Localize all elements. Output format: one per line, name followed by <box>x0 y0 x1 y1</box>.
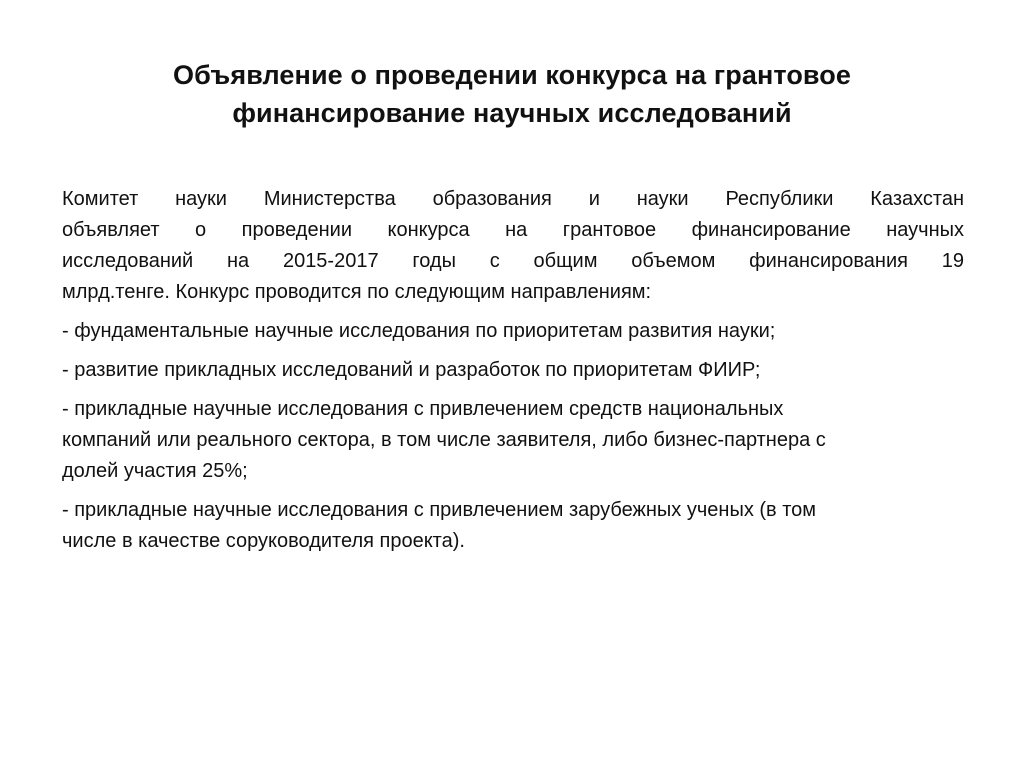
intro-line-2: объявляет о проведении конкурса на грантовое финансирование научных <box>62 219 964 241</box>
direction-item-line: - прикладные научные исследования с привлечением средств национальных <box>62 398 784 420</box>
direction-item-4 <box>62 495 964 557</box>
direction-item-3 <box>62 394 964 487</box>
direction-item-line: числе в качестве соруководителя проекта). <box>62 530 465 552</box>
intro-line-4: млрд.тенге. Конкурс проводится по следующим направлениям: <box>62 281 652 303</box>
slide-title <box>110 56 914 132</box>
direction-item-line: долей участия 25%; <box>62 460 248 482</box>
direction-item-line: - развитие прикладных исследований и разработок по приоритетам ФИИР; <box>62 359 761 381</box>
direction-item-line: - прикладные научные исследования с привлечением зарубежных ученых (в том <box>62 499 817 521</box>
direction-item-line: - фундаментальные научные исследования по приоритетам развития науки; <box>62 320 776 342</box>
direction-item-2 <box>62 355 964 386</box>
intro-line-1: Комитет науки Министерства образования и науки Республики Казахстан <box>62 188 964 210</box>
intro-line-3: исследований на 2015-2017 годы с общим объемом финансирования 19 <box>62 250 964 272</box>
slide-body <box>62 184 964 565</box>
title-line-1: Объявление о проведении конкурса на грантовое <box>173 60 851 90</box>
intro-paragraph <box>62 184 964 308</box>
title-line-2: финансирование научных исследований <box>232 98 792 128</box>
direction-item-1 <box>62 316 964 347</box>
direction-item-line: компаний или реального сектора, в том числе заявителя, либо бизнес-партнера с <box>62 429 826 451</box>
